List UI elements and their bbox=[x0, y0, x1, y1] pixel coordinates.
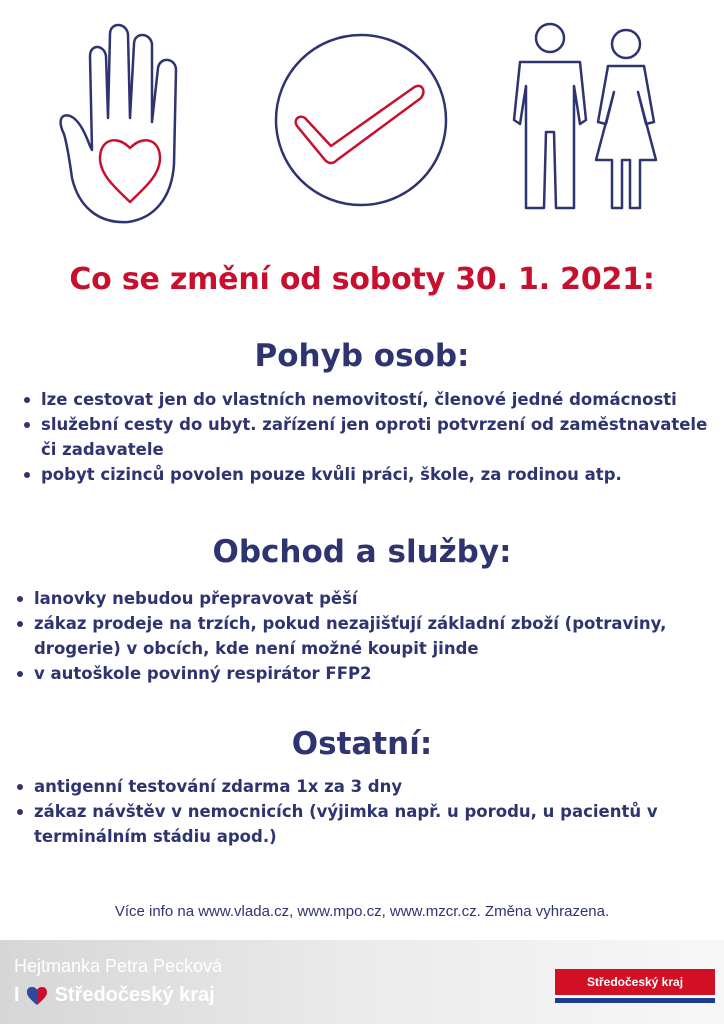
list-item: antigenní testování zdarma 1x za 3 dny bbox=[15, 774, 675, 799]
region-slogan-line bbox=[14, 984, 215, 1007]
movement-list bbox=[22, 387, 712, 487]
trade-list bbox=[15, 586, 710, 686]
man-woman-icon bbox=[510, 20, 670, 216]
slogan-i: I bbox=[14, 984, 20, 1006]
list-item: zákaz návštěv v nemocnicích (výjimka např. u porodu, u pacientů v terminálním stádiu apod.) bbox=[15, 799, 675, 849]
footer-info-note: Více info na www.vlada.cz, www.mpo.cz, www.mzcr.cz. Změna vyhrazena. bbox=[114, 903, 610, 920]
other-list bbox=[15, 774, 675, 849]
list-item: služební cesty do ubyt. zařízení jen oproti potvrzení od zaměstnavatele či zadavatele bbox=[22, 412, 712, 462]
list-item: zákaz prodeje na trzích, pokud nezajišťují základní zboží (potraviny, drogerie) v obcích, kde není možné koupit jinde bbox=[15, 611, 710, 661]
region-slogan: Středočeský kraj bbox=[54, 984, 215, 1006]
list-item: pobyt cizinců povolen pouze kvůli práci, škole, za rodinou atp. bbox=[22, 462, 712, 487]
list-item: lze cestovat jen do vlastních nemovitostí, členové jedné domácnosti bbox=[22, 387, 712, 412]
section-title-movement: Pohyb osob: bbox=[254, 338, 470, 374]
checkmark-circle-icon bbox=[271, 30, 451, 210]
list-item: v autoškole povinný respirátor FFP2 bbox=[15, 661, 710, 686]
hand-heart-icon bbox=[52, 18, 204, 232]
list-item: lanovky nebudou přepravovat pěší bbox=[15, 586, 710, 611]
icons-row bbox=[0, 0, 724, 240]
section-title-other: Ostatní: bbox=[291, 726, 433, 762]
region-logo-text: Středočeský kraj bbox=[555, 969, 715, 995]
footer-bar bbox=[0, 940, 724, 1024]
governor-name: Hejtmanka Petra Pecková bbox=[14, 956, 223, 976]
headline: Co se změní od soboty 30. 1. 2021: bbox=[69, 262, 655, 297]
region-logo bbox=[555, 969, 715, 1003]
section-title-trade: Obchod a služby: bbox=[212, 534, 512, 570]
heart-icon bbox=[26, 986, 48, 1006]
